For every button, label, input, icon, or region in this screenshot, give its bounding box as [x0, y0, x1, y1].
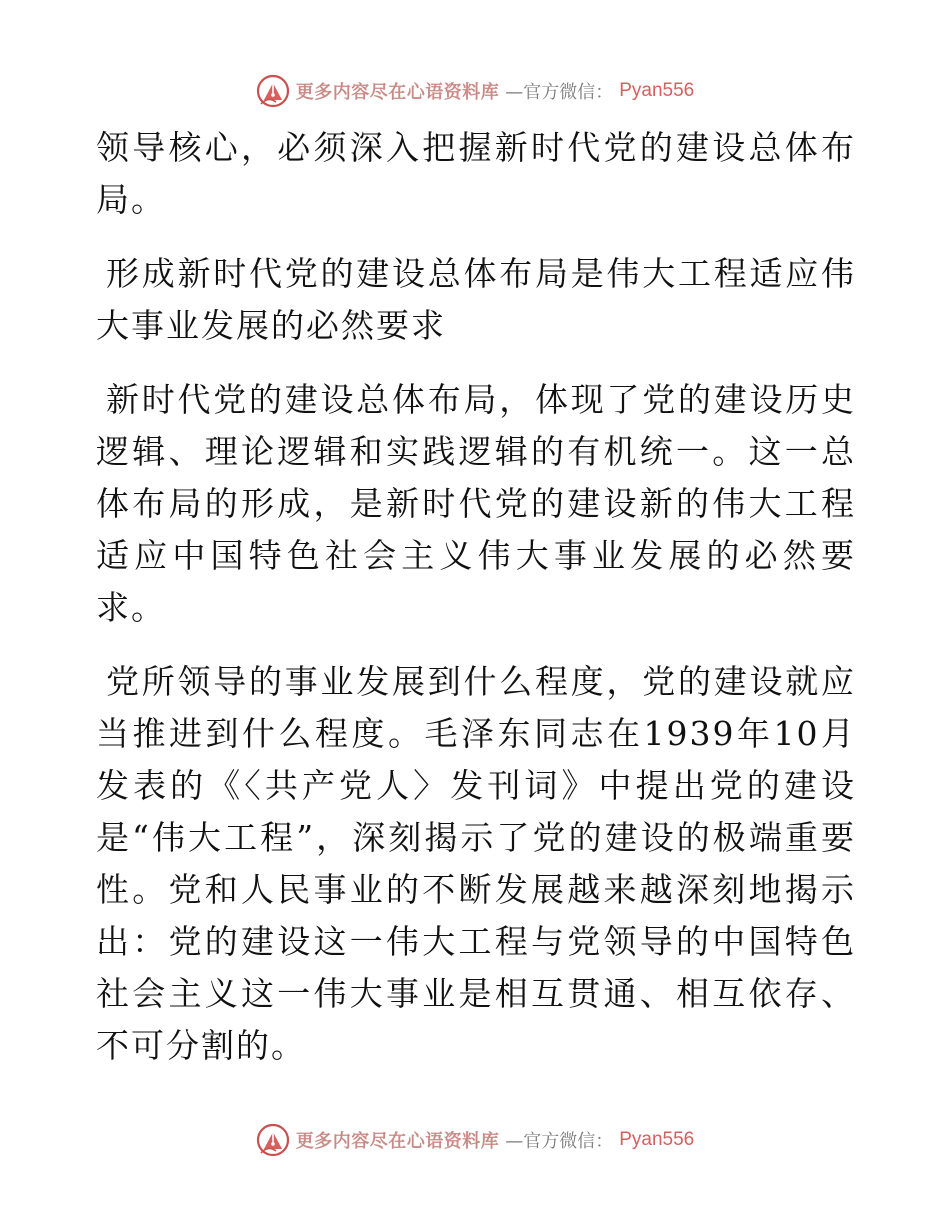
- watermark-official-label: —官方微信：: [505, 82, 614, 103]
- paragraph: 新时代党的建设总体布局，体现了党的建设历史逻辑、理论逻辑和实践逻辑的有机统一。这一总体布局的形成，是新时代党的建设新的伟大工程适应中国特色社会主义伟大事业发展的必然要求。: [96, 380, 856, 627]
- watermark-account-text: Pyan556: [619, 80, 695, 101]
- paragraph: 党所领导的事业发展到什么程度，党的建设就应当推进到什么程度。毛泽东同志在1939年10月发表的《〈共产党人〉发刊词》中提出党的建设是“伟大工程”，深刻揭示了党的建设的极端重要性。党和人民事业的不断发展越来越深刻地揭示出：党的建设这一伟大工程与党领导的中国特色社会主义这一伟大事业是相互贯通、相互依存、不可分割的。: [96, 662, 856, 1065]
- footer-watermark: [0, 1120, 950, 1160]
- paragraph: 领导核心，必须深入把握新时代党的建设总体布局。: [96, 128, 856, 219]
- section-heading: 形成新时代党的建设总体布局是伟大工程适应伟大事业发展的必然要求: [96, 254, 856, 345]
- watermark-brand-text: 更多内容尽在心语资料库: [295, 82, 500, 103]
- header-watermark: [0, 71, 950, 111]
- pen-nib-logo-icon: [256, 1123, 290, 1157]
- pen-nib-logo-icon: [256, 74, 290, 108]
- watermark-account-text: Pyan556: [619, 1129, 695, 1150]
- document-body: [96, 122, 856, 1072]
- watermark-brand-text: 更多内容尽在心语资料库: [295, 1131, 500, 1152]
- watermark-official-label: —官方微信：: [505, 1131, 614, 1152]
